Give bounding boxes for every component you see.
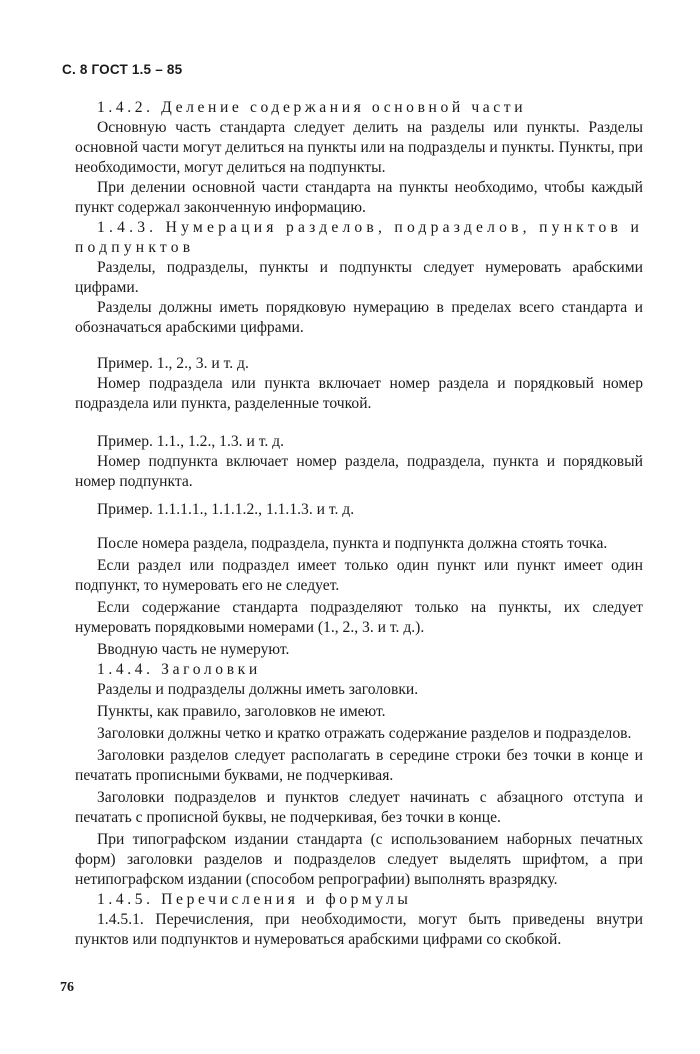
paragraph: Заголовки разделов следует располагать в середине строки без точки в конце и печатать прописными буквами, не подчеркивая.: [75, 747, 643, 784]
page-number: 76: [60, 980, 74, 995]
paragraph: При типографском издании стандарта (с использованием наборных печатных форм) заголовки разделов и подразделов следует выделять шрифтом, а при нетипографском издании (способом репрографии) выполнять вразрядку.: [75, 831, 643, 888]
section-heading-1-4-3: 1.4.3. Нумерация разделов, подразделов, пунктов и подпунктов: [75, 219, 643, 256]
paragraph: Разделы должны иметь порядковую нумерацию в пределах всего стандарта и обозначаться арабскими цифрами.: [75, 299, 643, 336]
paragraph: Вводную часть не нумеруют.: [97, 641, 290, 658]
example-line: Пример. 1.1., 1.2., 1.3. и т. д.: [97, 433, 284, 450]
section-heading-1-4-4: 1.4.4. Заголовки: [97, 661, 261, 678]
paragraph: Номер подраздела или пункта включает номер раздела и порядковый номер подраздела или пункта, разделенные точкой.: [75, 375, 643, 412]
example-line: Пример. 1., 2., 3. и т. д.: [97, 355, 249, 372]
paragraph: Если содержание стандарта подразделяют только на пункты, их следует нумеровать порядковыми номерами (1., 2., 3. и т. д.).: [75, 599, 643, 636]
document-body: [75, 98, 643, 950]
paragraph: При делении основной части стандарта на пункты необходимо, чтобы каждый пункт содержал законченную информацию.: [75, 179, 643, 216]
paragraph: Если раздел или подраздел имеет только один пункт или пункт имеет один подпункт, то нумеровать его не следует.: [75, 557, 643, 594]
paragraph: Заголовки должны четко и кратко отражать содержание разделов и подразделов.: [97, 725, 632, 742]
paragraph: Пункты, как правило, заголовков не имеют.: [97, 703, 386, 720]
paragraph: 1.4.5.1. Перечисления, при необходимости, могут быть приведены внутри пунктов или подпунктов и нумероваться арабскими цифрами со скобкой.: [75, 911, 643, 948]
paragraph: Заголовки подразделов и пунктов следует начинать с абзацного отступа и печатать с прописной буквы, не подчеркивая, без точки в конце.: [75, 789, 643, 826]
paragraph: Номер подпункта включает номер раздела, подраздела, пункта и порядковый номер подпункта.: [75, 453, 643, 490]
section-heading-1-4-2: 1.4.2. Деление содержания основной части: [97, 99, 527, 116]
example-line: Пример. 1.1.1.1., 1.1.1.2., 1.1.1.3. и т. д.: [97, 501, 355, 518]
paragraph: Разделы, подразделы, пункты и подпункты следует нумеровать арабскими цифрами.: [75, 259, 643, 296]
section-heading-1-4-5: 1.4.5. Перечисления и формулы: [97, 891, 412, 908]
paragraph: Разделы и подразделы должны иметь заголовки.: [97, 681, 419, 698]
paragraph: После номера раздела, подраздела, пункта и подпункта должна стоять точка.: [97, 535, 608, 552]
paragraph: Основную часть стандарта следует делить на разделы или пункты. Разделы основной части могут делиться на пункты или на подразделы и пункты. Пункты, при необходимости, могут делиться на подпункты.: [75, 119, 643, 176]
running-header: С. 8 ГОСТ 1.5 – 85: [62, 62, 183, 77]
